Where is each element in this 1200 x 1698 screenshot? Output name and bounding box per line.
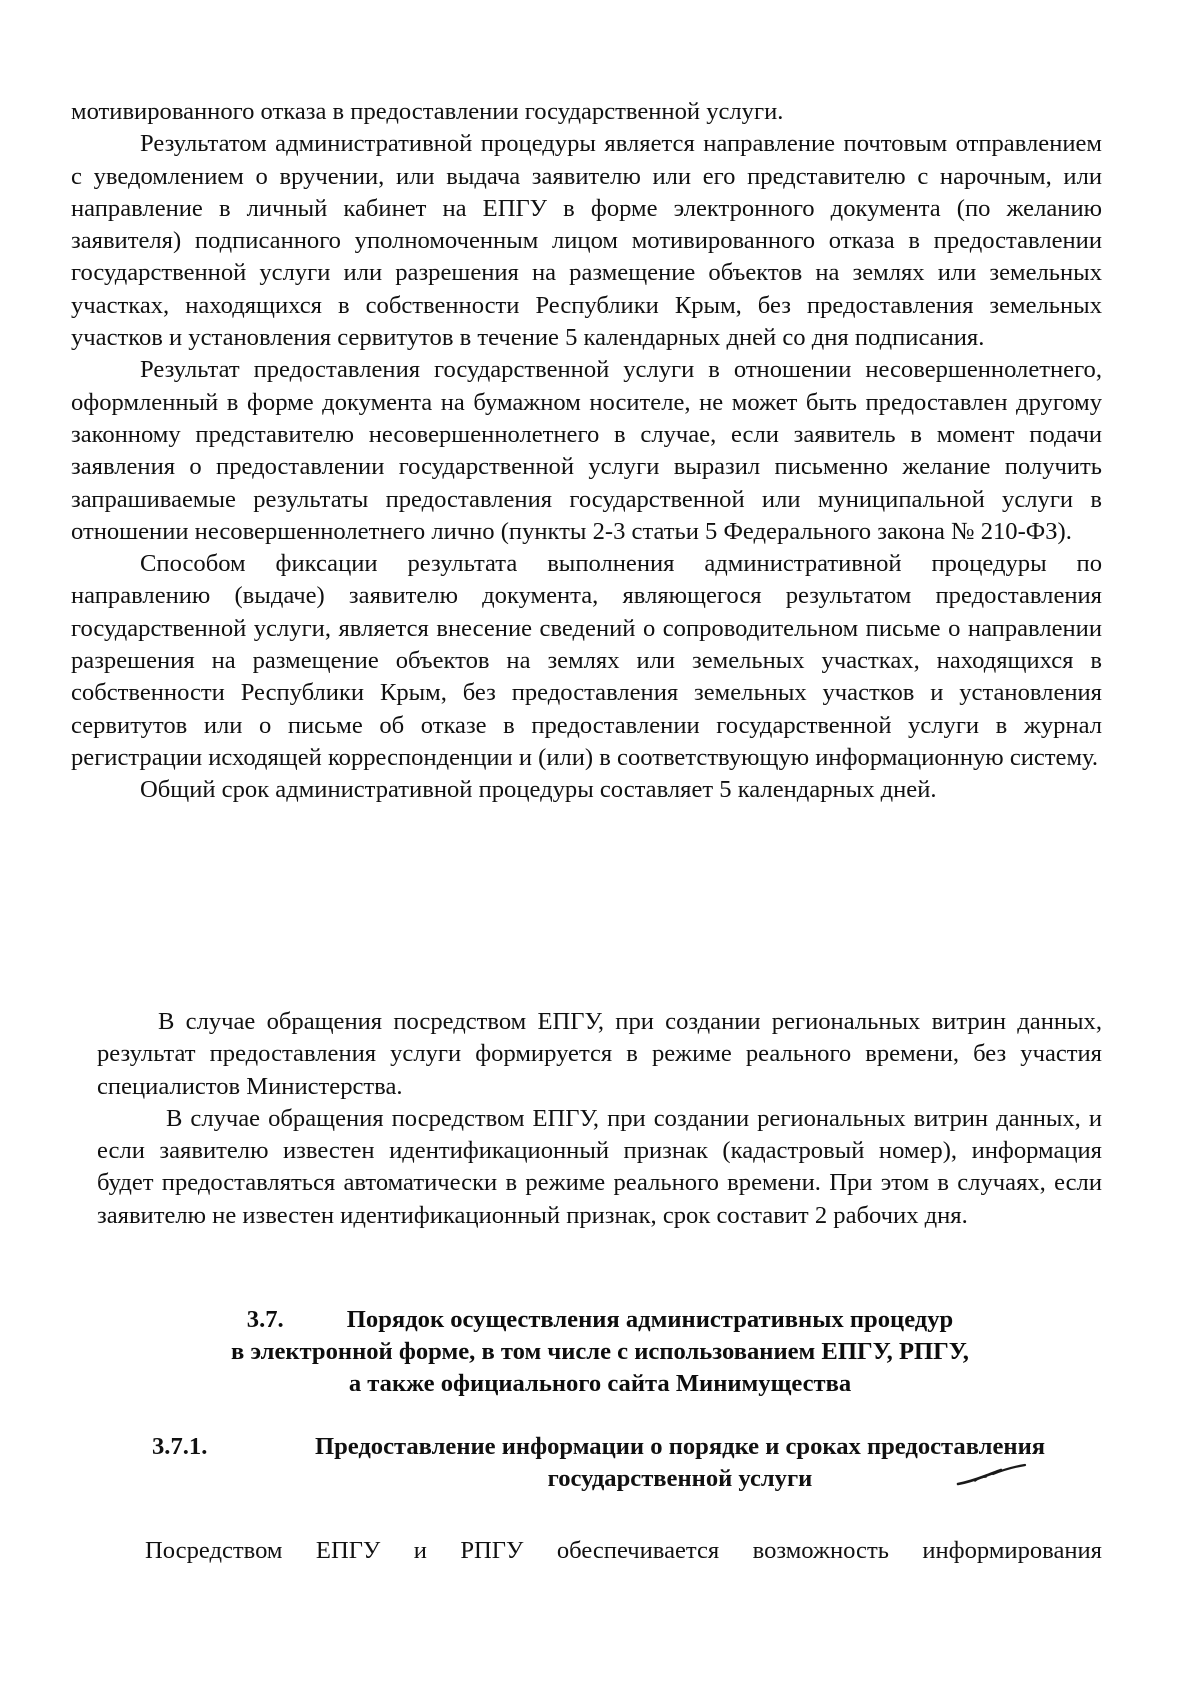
- section-title-3-7-part2: в электронной форме, в том числе с использованием ЕПГУ, РПГУ,: [231, 1338, 969, 1365]
- section-title-3-7-1-part2: государственной услуги: [547, 1465, 813, 1492]
- paragraph-epgu-cadastral: В случае обращения посредством ЕПГУ, при создании региональных витрин данных, и если заявителю известен идентификационный признак (кадастровый номер), информация будет предоставляться автоматически в режиме реального времени. При этом в случаях, если заявителю не известен идентификационный признак, срок составит 2 рабочих дня.: [97, 1104, 1102, 1229]
- paragraph-fixation: Способом фиксации результата выполнения административной процедуры по направлению (выдаче) заявителю документа, являющегося результатом предоставления государственной услуги, является внесение сведений о сопроводительном письме о направлении разрешения на размещение объектов на землях или земельных участках, находящихся в собственности Республики Крым, без предоставления земельных участков и установления сервитутов или о письме об отказе в предоставлении государственной услуги в журнал регистрации исходящей корреспонденции и (или) в соответствующую информационную систему.: [71, 550, 1102, 771]
- section-number-3-7: 3.7.: [246, 1306, 284, 1333]
- section-number-3-7-1: 3.7.1.: [152, 1433, 208, 1460]
- main-text-block: [71, 96, 1102, 807]
- section-heading-3-7-line1: [120, 1304, 1080, 1336]
- paragraph-epgu-informing: Посредством ЕПГУ и РПГУ обеспечивается возможность информирования: [145, 1537, 1102, 1564]
- paragraph-minor: Результат предоставления государственной услуги в отношении несовершеннолетнего, оформленный в форме документа на бумажном носителе, не может быть предоставлен другому законному представителю несовершеннолетнего в случае, если заявитель в момент подачи заявления о предоставлении государственной услуги выразил письменно желание получить запрашиваемые результаты предоставления государственной или муниципальной услуги в отношении несовершеннолетнего лично (пункты 2-3 статьи 5 Федерального закона № 210-ФЗ).: [71, 356, 1102, 545]
- signature-initials-icon: [955, 1462, 1027, 1488]
- paragraph-epgu-vitrines: В случае обращения посредством ЕПГУ, при создании региональных витрин данных, результат предоставления услуги формируется в режиме реального времени, без участия специалистов Министерства.: [97, 1008, 1102, 1100]
- section-title-3-7-part3: а также официального сайта Минимущества: [348, 1370, 852, 1397]
- epgu-text-block: [97, 1006, 1102, 1232]
- section-title-3-7-part1: Порядок осуществления административных процедур: [346, 1306, 954, 1333]
- paragraph-continuation: мотивированного отказа в предоставлении государственной услуги.: [71, 98, 784, 125]
- paragraph-result: Результатом административной процедуры является направление почтовым отправлением с уведомлением о вручении, или выдача заявителю или его представителю с нарочным, или направление в личный кабинет на ЕПГУ в форме электронного документа (по желанию заявителя) подписанного уполномоченным лицом мотивированного отказа в предоставлении государственной услуги или разрешения на размещение объектов на землях или земельных участках, находящихся в собственности Республики Крым, без предоставления земельных участков и установления сервитутов в течение 5 календарных дней со дня подписания.: [71, 130, 1102, 352]
- paragraph-total-term: Общий срок административной процедуры составляет 5 календарных дней.: [140, 776, 937, 804]
- section-heading-3-7: [120, 1304, 1080, 1400]
- section-title-3-7-1-part1: Предоставление информации о порядке и сроках предоставления: [314, 1433, 1046, 1460]
